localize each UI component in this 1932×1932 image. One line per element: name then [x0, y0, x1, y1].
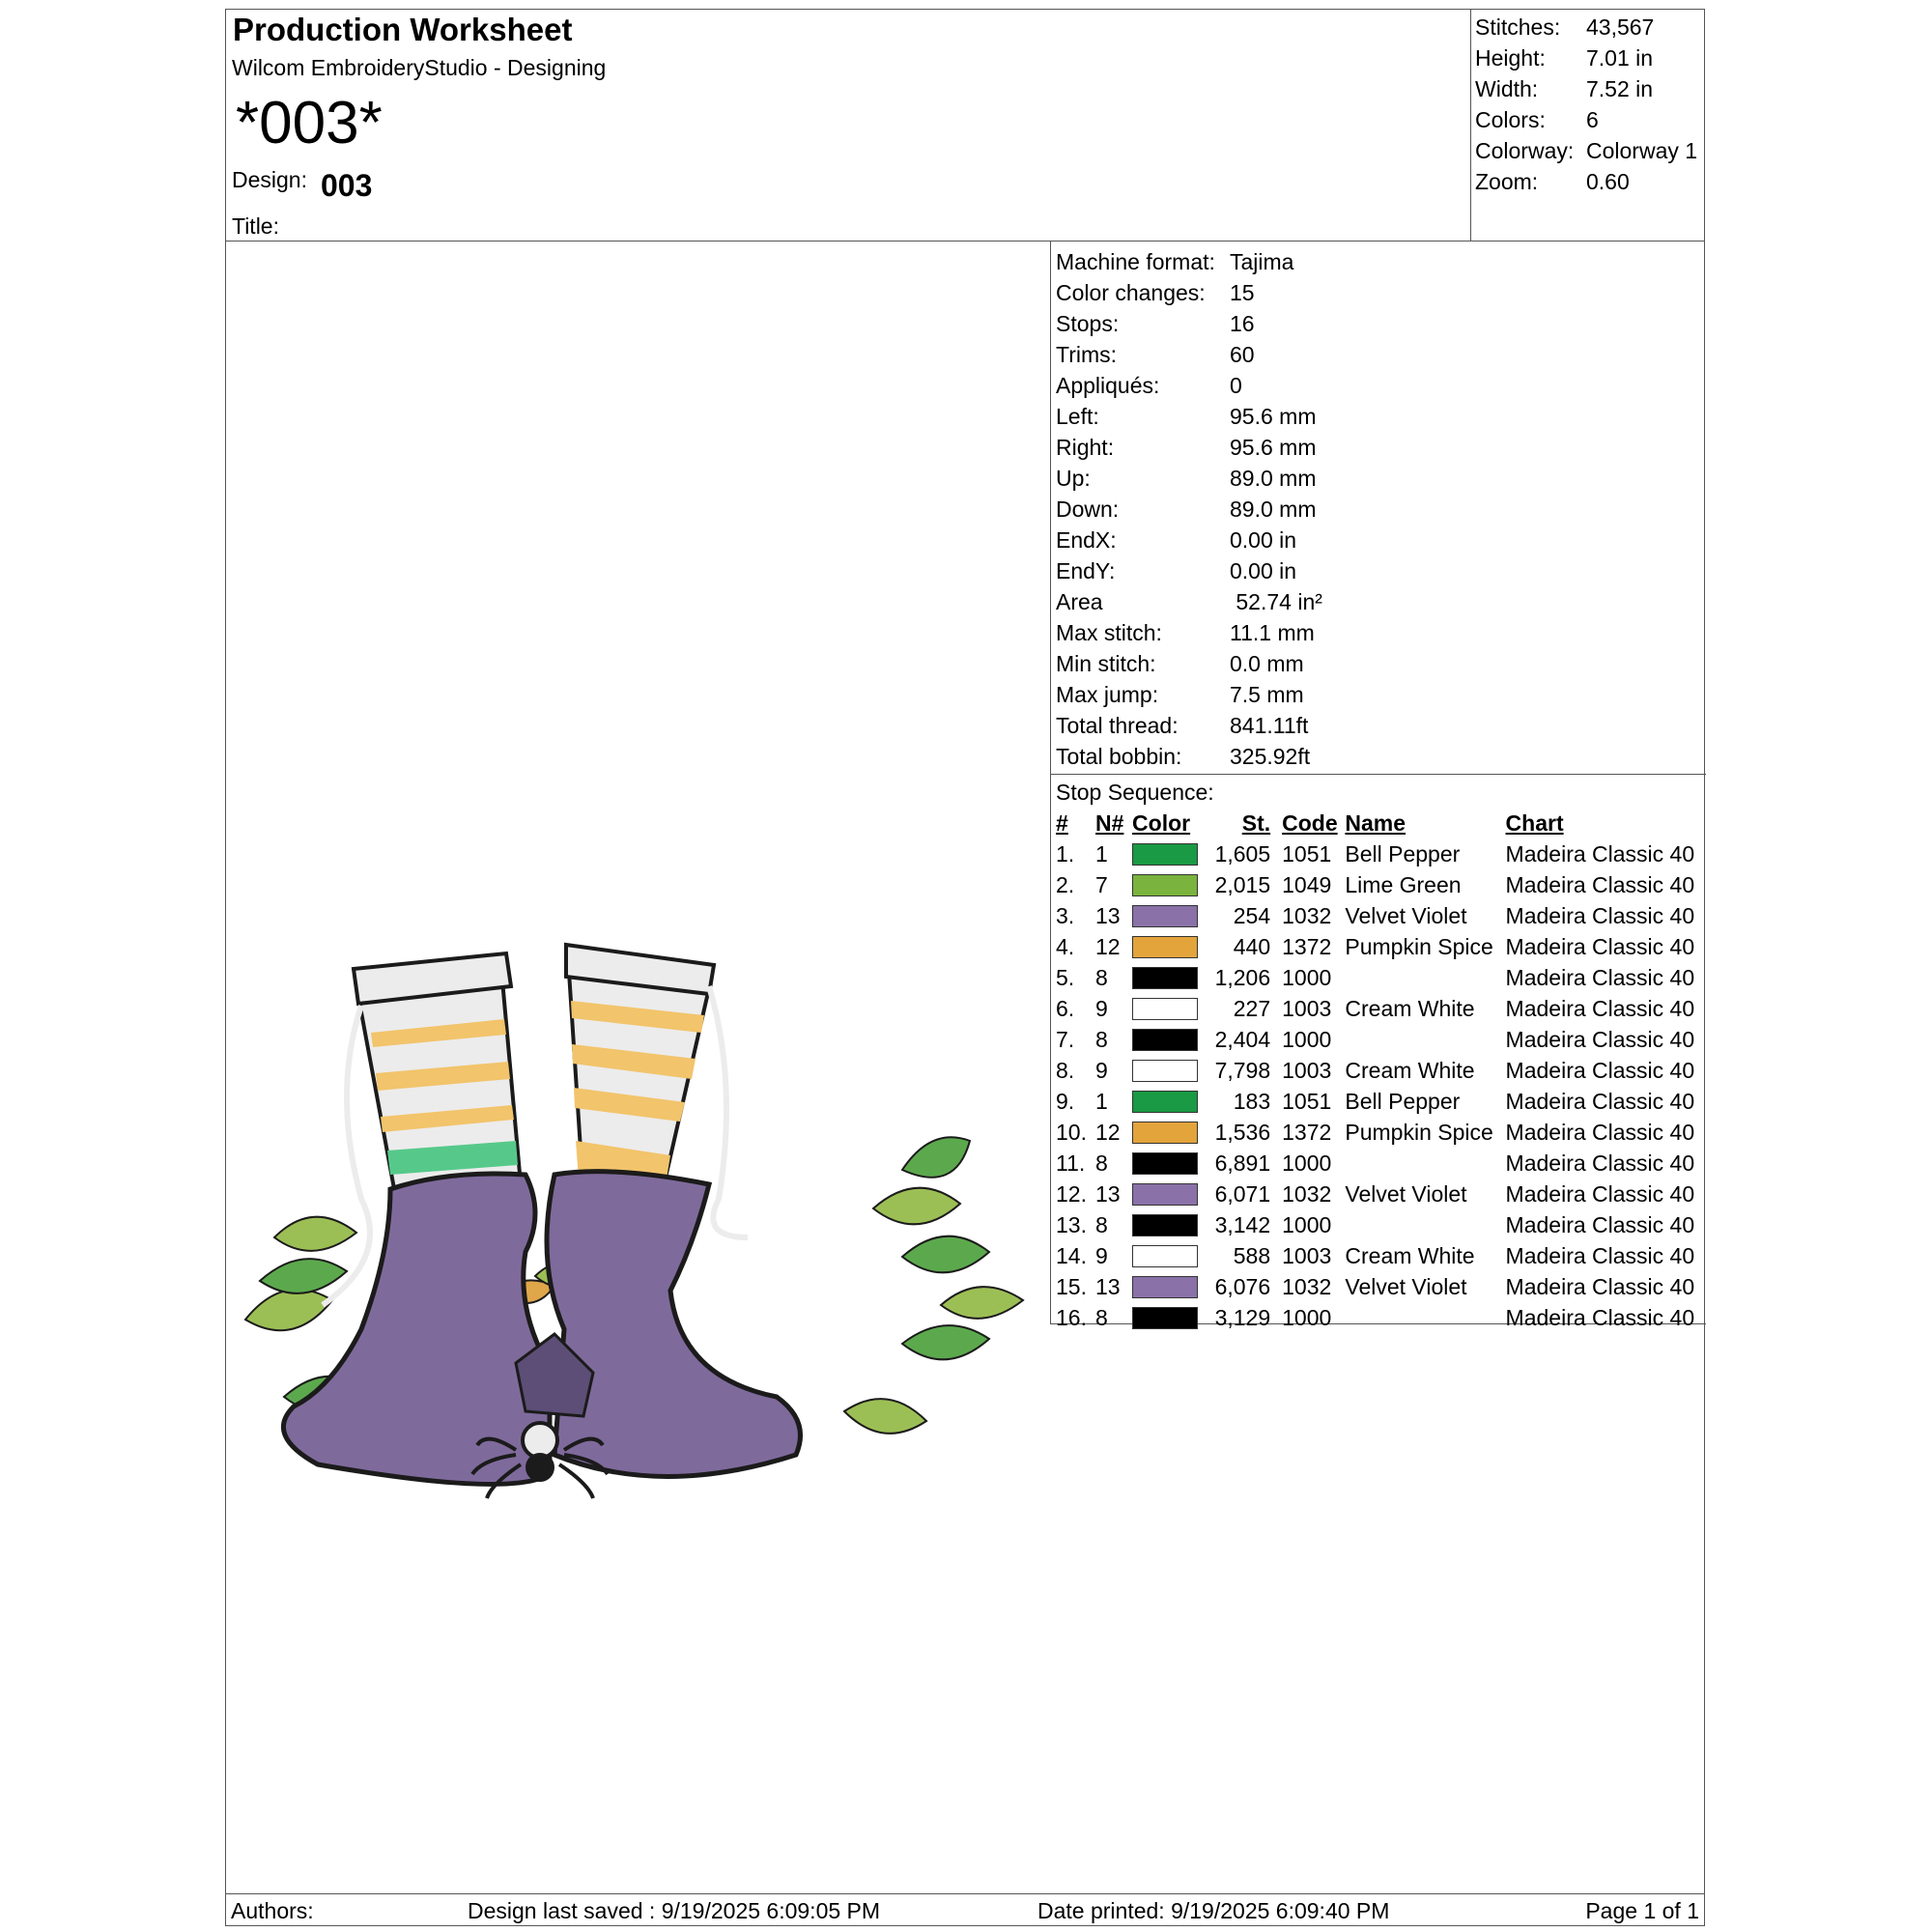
row-needle: 8 [1094, 1212, 1108, 1237]
row-thread-name: Bell Pepper [1345, 841, 1461, 867]
design-preview [226, 242, 1048, 1891]
row-color-swatch [1132, 1302, 1206, 1333]
row-thread-code: 1000 [1282, 1212, 1332, 1237]
row-stitch-count: 254 [1233, 903, 1271, 928]
row-thread-code: 1003 [1282, 1058, 1332, 1083]
row-needle: 13 [1094, 1274, 1121, 1299]
row-thread-name: Cream White [1345, 1058, 1475, 1083]
info-value: 325.92ft [1230, 744, 1311, 769]
row-thread-code: 1051 [1282, 841, 1332, 867]
row-stitch-count: 6,071 [1214, 1181, 1271, 1207]
info-value: 0.00 in [1230, 558, 1297, 583]
row-thread-chart: Madeira Classic 40 [1505, 841, 1695, 867]
info-value: 0.0 mm [1230, 651, 1304, 676]
stop-sequence-row [1056, 1024, 1706, 1055]
row-thread-name: Velvet Violet [1345, 1274, 1467, 1299]
column-header-stitches: St. [1241, 810, 1271, 836]
row-stitch-count: 2,015 [1214, 872, 1271, 897]
thread-color-swatch [1132, 1060, 1198, 1082]
info-row [1056, 741, 1322, 772]
row-thread-name: Bell Pepper [1345, 1089, 1461, 1114]
info-label: EndX: [1056, 527, 1117, 553]
row-needle: 8 [1094, 1027, 1108, 1052]
row-color-swatch [1132, 1179, 1206, 1209]
row-thread-name [1345, 1209, 1505, 1240]
machine-info-panel [1050, 242, 1706, 1330]
row-index: 3. [1056, 903, 1075, 928]
row-thread-name: Pumpkin Spice [1345, 1120, 1493, 1145]
row-index: 11. [1056, 1151, 1086, 1176]
stop-sequence-row [1056, 838, 1706, 869]
row-thread-code: 1051 [1282, 1089, 1332, 1114]
row-thread-chart: Madeira Classic 40 [1505, 1089, 1695, 1114]
row-thread-chart: Madeira Classic 40 [1505, 1058, 1695, 1083]
thread-color-swatch [1132, 1245, 1198, 1267]
summary-row [1475, 12, 1697, 43]
leaf-icon [873, 1188, 960, 1225]
row-needle: 9 [1094, 1058, 1108, 1083]
row-thread-name [1345, 1302, 1505, 1333]
row-color-swatch [1132, 1024, 1206, 1055]
row-index: 9. [1056, 1089, 1075, 1114]
info-row [1056, 401, 1322, 432]
leaf-icon [902, 1236, 989, 1273]
summary-label: Colors: [1475, 107, 1546, 132]
row-thread-chart: Madeira Classic 40 [1505, 1274, 1695, 1299]
machine-info-list [1056, 246, 1322, 772]
row-index: 2. [1056, 872, 1075, 897]
row-color-swatch [1132, 838, 1206, 869]
row-needle: 7 [1094, 872, 1108, 897]
row-thread-code: 1032 [1282, 1274, 1332, 1299]
row-stitch-count: 6,891 [1214, 1151, 1271, 1176]
info-value: 0.00 in [1230, 527, 1297, 553]
info-value: 95.6 mm [1230, 404, 1317, 429]
row-thread-chart: Madeira Classic 40 [1505, 1212, 1695, 1237]
title-label: Title: [232, 213, 279, 239]
thread-color-swatch [1132, 1276, 1198, 1298]
row-thread-name [1345, 1024, 1505, 1055]
row-thread-code: 1000 [1282, 1305, 1332, 1330]
stop-sequence-row [1056, 1055, 1706, 1086]
row-stitch-count: 440 [1233, 934, 1271, 959]
thread-color-swatch [1132, 936, 1198, 958]
row-stitch-count: 7,798 [1214, 1058, 1271, 1083]
info-row [1056, 679, 1322, 710]
info-row [1056, 494, 1322, 525]
row-index: 4. [1056, 934, 1075, 959]
info-row [1056, 463, 1322, 494]
leaf-icon [274, 1217, 356, 1251]
thread-color-swatch [1132, 1214, 1198, 1236]
summary-label: Height: [1475, 45, 1546, 71]
info-value: 7.5 mm [1230, 682, 1304, 707]
thread-color-swatch [1132, 905, 1198, 927]
row-index: 1. [1056, 841, 1075, 867]
row-index: 12. [1056, 1181, 1087, 1207]
summary-label: Width: [1475, 76, 1539, 101]
stop-sequence-header-row [1056, 808, 1706, 838]
row-color-swatch [1132, 1117, 1206, 1148]
summary-row [1475, 135, 1697, 166]
row-needle: 13 [1094, 1181, 1121, 1207]
row-color-swatch [1132, 1055, 1206, 1086]
info-row [1056, 370, 1322, 401]
lace-icon [323, 1006, 370, 1305]
stop-sequence-row [1056, 1240, 1706, 1271]
summary-row [1475, 43, 1697, 73]
info-label: Trims: [1056, 342, 1118, 367]
info-row [1056, 617, 1322, 648]
worksheet-sheet [225, 9, 1705, 1926]
row-thread-chart: Madeira Classic 40 [1505, 1305, 1695, 1330]
row-thread-chart: Madeira Classic 40 [1505, 965, 1695, 990]
row-stitch-count: 1,536 [1214, 1120, 1271, 1145]
info-row [1056, 277, 1322, 308]
stop-sequence-title: Stop Sequence: [1056, 780, 1214, 805]
left-sock-icon [354, 953, 521, 1194]
info-value: 95.6 mm [1230, 435, 1317, 460]
row-color-swatch [1132, 1148, 1206, 1179]
footer-page-number: Page 1 of 1 [1585, 1898, 1699, 1923]
info-label: Left: [1056, 404, 1099, 429]
stop-sequence-divider [1051, 774, 1706, 775]
row-needle: 8 [1094, 1151, 1108, 1176]
footer-last-saved: Design last saved : 9/19/2025 6:09:05 PM [468, 1898, 881, 1923]
row-stitch-count: 3,129 [1214, 1305, 1271, 1330]
column-header-needle: N# [1094, 810, 1124, 836]
worksheet-title: Production Worksheet [233, 12, 573, 47]
leaf-icon [902, 1325, 989, 1359]
right-boot-icon [547, 1172, 801, 1477]
stop-sequence-row [1056, 931, 1706, 962]
row-color-swatch [1132, 993, 1206, 1024]
column-header-code: Code [1282, 810, 1338, 836]
info-label: Area [1056, 589, 1103, 614]
leaf-icon [902, 1137, 970, 1178]
info-row [1056, 710, 1322, 741]
row-thread-name: Cream White [1345, 1243, 1475, 1268]
row-needle: 8 [1094, 965, 1108, 990]
summary-label: Zoom: [1475, 169, 1539, 194]
info-row [1056, 525, 1322, 555]
row-index: 15. [1056, 1274, 1087, 1299]
row-thread-name: Velvet Violet [1345, 903, 1467, 928]
info-label: Max jump: [1056, 682, 1159, 707]
row-stitch-count: 1,605 [1214, 841, 1271, 867]
row-color-swatch [1132, 1240, 1206, 1271]
row-thread-chart: Madeira Classic 40 [1505, 1120, 1695, 1145]
info-label: Total thread: [1056, 713, 1179, 738]
row-needle: 9 [1094, 1243, 1108, 1268]
info-label: Down: [1056, 497, 1120, 522]
summary-value: 7.52 in [1586, 76, 1654, 101]
summary-label: Stitches: [1475, 14, 1561, 40]
info-value: 89.0 mm [1230, 497, 1317, 522]
info-row [1056, 308, 1322, 339]
row-thread-code: 1000 [1282, 1151, 1332, 1176]
summary-row [1475, 73, 1697, 104]
info-value: 0 [1230, 373, 1242, 398]
footer-divider [226, 1893, 1704, 1894]
info-value: Tajima [1230, 249, 1294, 274]
design-value: 003 [321, 168, 373, 203]
info-row [1056, 339, 1322, 370]
stop-sequence-row [1056, 869, 1706, 900]
info-value: 16 [1230, 311, 1255, 336]
row-stitch-count: 227 [1233, 996, 1271, 1021]
row-thread-name: Velvet Violet [1345, 1181, 1467, 1207]
column-header-name: Name [1345, 810, 1406, 836]
row-thread-code: 1003 [1282, 1243, 1332, 1268]
row-thread-chart: Madeira Classic 40 [1505, 934, 1695, 959]
row-thread-name: Cream White [1345, 996, 1475, 1021]
thread-color-swatch [1132, 843, 1198, 866]
info-label: Right: [1056, 435, 1115, 460]
row-needle: 12 [1094, 1120, 1121, 1145]
row-index: 10. [1056, 1120, 1087, 1145]
row-index: 6. [1056, 996, 1075, 1021]
info-value: 89.0 mm [1230, 466, 1317, 491]
row-thread-name: Pumpkin Spice [1345, 934, 1493, 959]
info-row [1056, 246, 1322, 277]
row-color-swatch [1132, 1209, 1206, 1240]
thread-color-swatch [1132, 1091, 1198, 1113]
row-thread-chart: Madeira Classic 40 [1505, 903, 1695, 928]
column-header-color: Color [1132, 810, 1191, 836]
row-thread-chart: Madeira Classic 40 [1505, 872, 1695, 897]
row-stitch-count: 2,404 [1214, 1027, 1271, 1052]
row-index: 8. [1056, 1058, 1075, 1083]
row-thread-code: 1003 [1282, 996, 1332, 1021]
row-color-swatch [1132, 900, 1206, 931]
info-label: Color changes: [1056, 280, 1206, 305]
stop-sequence-table [1056, 808, 1706, 1333]
info-value: 60 [1230, 342, 1255, 367]
stop-sequence-row [1056, 993, 1706, 1024]
row-thread-name [1345, 962, 1505, 993]
info-value: 11.1 mm [1230, 620, 1315, 645]
leaf-icon [260, 1259, 347, 1293]
row-color-swatch [1132, 869, 1206, 900]
summary-row [1475, 104, 1697, 135]
row-thread-code: 1032 [1282, 1181, 1332, 1207]
row-thread-chart: Madeira Classic 40 [1505, 1243, 1695, 1268]
row-thread-code: 1000 [1282, 965, 1332, 990]
row-stitch-count: 183 [1233, 1089, 1271, 1114]
summary-value: 6 [1586, 107, 1599, 132]
row-index: 14. [1056, 1243, 1087, 1268]
footer-date-printed: Date printed: 9/19/2025 6:09:40 PM [1037, 1898, 1390, 1923]
row-thread-chart: Madeira Classic 40 [1505, 1027, 1695, 1052]
summary-value: 7.01 in [1586, 45, 1654, 71]
row-thread-name: Lime Green [1345, 872, 1462, 897]
row-stitch-count: 588 [1233, 1243, 1271, 1268]
info-row [1056, 555, 1322, 586]
row-thread-chart: Madeira Classic 40 [1505, 1151, 1695, 1176]
row-thread-name [1345, 1148, 1505, 1179]
stop-sequence-row [1056, 1086, 1706, 1117]
stop-sequence-row [1056, 1302, 1706, 1333]
right-sock-icon [566, 945, 714, 1199]
leaf-icon [941, 1287, 1023, 1319]
info-label: Machine format: [1056, 249, 1215, 274]
leaf-icon [245, 1290, 332, 1331]
summary-row [1475, 166, 1697, 197]
column-header-index: # [1056, 810, 1068, 836]
info-row [1056, 586, 1322, 617]
design-label: Design: [232, 167, 307, 192]
row-index: 16. [1056, 1305, 1087, 1330]
info-row [1056, 432, 1322, 463]
row-stitch-count: 6,076 [1214, 1274, 1271, 1299]
row-index: 5. [1056, 965, 1075, 990]
row-needle: 1 [1094, 841, 1108, 867]
stop-sequence-row [1056, 962, 1706, 993]
thread-color-swatch [1132, 967, 1198, 989]
leaf-icon [844, 1399, 926, 1434]
design-barcode-text: *003* [236, 90, 383, 156]
summary-label: Colorway: [1475, 138, 1575, 163]
info-label: Max stitch: [1056, 620, 1162, 645]
design-summary [1475, 12, 1697, 197]
row-color-swatch [1132, 1271, 1206, 1302]
row-thread-code: 1000 [1282, 1027, 1332, 1052]
summary-value: Colorway 1 [1586, 138, 1698, 163]
software-subtitle: Wilcom EmbroideryStudio - Designing [232, 55, 607, 80]
info-value: 15 [1230, 280, 1255, 305]
stop-sequence-row [1056, 1179, 1706, 1209]
stop-sequence-row [1056, 1209, 1706, 1240]
info-label: Appliqués: [1056, 373, 1160, 398]
info-value: 52.74 in² [1230, 589, 1322, 614]
row-needle: 13 [1094, 903, 1121, 928]
header-divider-vertical [1470, 10, 1471, 241]
summary-value: 0.60 [1586, 169, 1630, 194]
column-header-chart: Chart [1505, 810, 1564, 836]
row-color-swatch [1132, 931, 1206, 962]
row-thread-code: 1372 [1282, 1120, 1332, 1145]
row-thread-chart: Madeira Classic 40 [1505, 996, 1695, 1021]
stop-sequence-row [1056, 900, 1706, 931]
info-value: 841.11ft [1230, 713, 1309, 738]
row-stitch-count: 3,142 [1214, 1212, 1271, 1237]
info-row [1056, 648, 1322, 679]
thread-color-swatch [1132, 1122, 1198, 1144]
row-thread-code: 1049 [1282, 872, 1332, 897]
row-index: 7. [1056, 1027, 1075, 1052]
row-thread-chart: Madeira Classic 40 [1505, 1181, 1695, 1207]
info-label: EndY: [1056, 558, 1116, 583]
row-index: 13. [1056, 1212, 1087, 1237]
info-label: Stops: [1056, 311, 1120, 336]
embroidery-boots-icon [226, 242, 1048, 1891]
stop-sequence-row [1056, 1148, 1706, 1179]
thread-color-swatch [1132, 1152, 1198, 1175]
info-label: Min stitch: [1056, 651, 1156, 676]
thread-color-swatch [1132, 1183, 1198, 1206]
row-needle: 8 [1094, 1305, 1108, 1330]
stop-sequence-row [1056, 1271, 1706, 1302]
thread-color-swatch [1132, 1029, 1198, 1051]
info-label: Up: [1056, 466, 1091, 491]
row-color-swatch [1132, 1086, 1206, 1117]
row-color-swatch [1132, 962, 1206, 993]
thread-color-swatch [1132, 1307, 1198, 1329]
thread-color-swatch [1132, 998, 1198, 1020]
thread-color-swatch [1132, 874, 1198, 896]
row-stitch-count: 1,206 [1214, 965, 1271, 990]
row-needle: 9 [1094, 996, 1108, 1021]
row-needle: 12 [1094, 934, 1121, 959]
footer-authors: Authors: [231, 1898, 314, 1923]
row-needle: 1 [1094, 1089, 1108, 1114]
lace-icon [709, 986, 748, 1237]
info-label: Total bobbin: [1056, 744, 1182, 769]
row-thread-code: 1372 [1282, 934, 1332, 959]
row-thread-code: 1032 [1282, 903, 1332, 928]
stop-sequence-row [1056, 1117, 1706, 1148]
summary-value: 43,567 [1586, 14, 1655, 40]
